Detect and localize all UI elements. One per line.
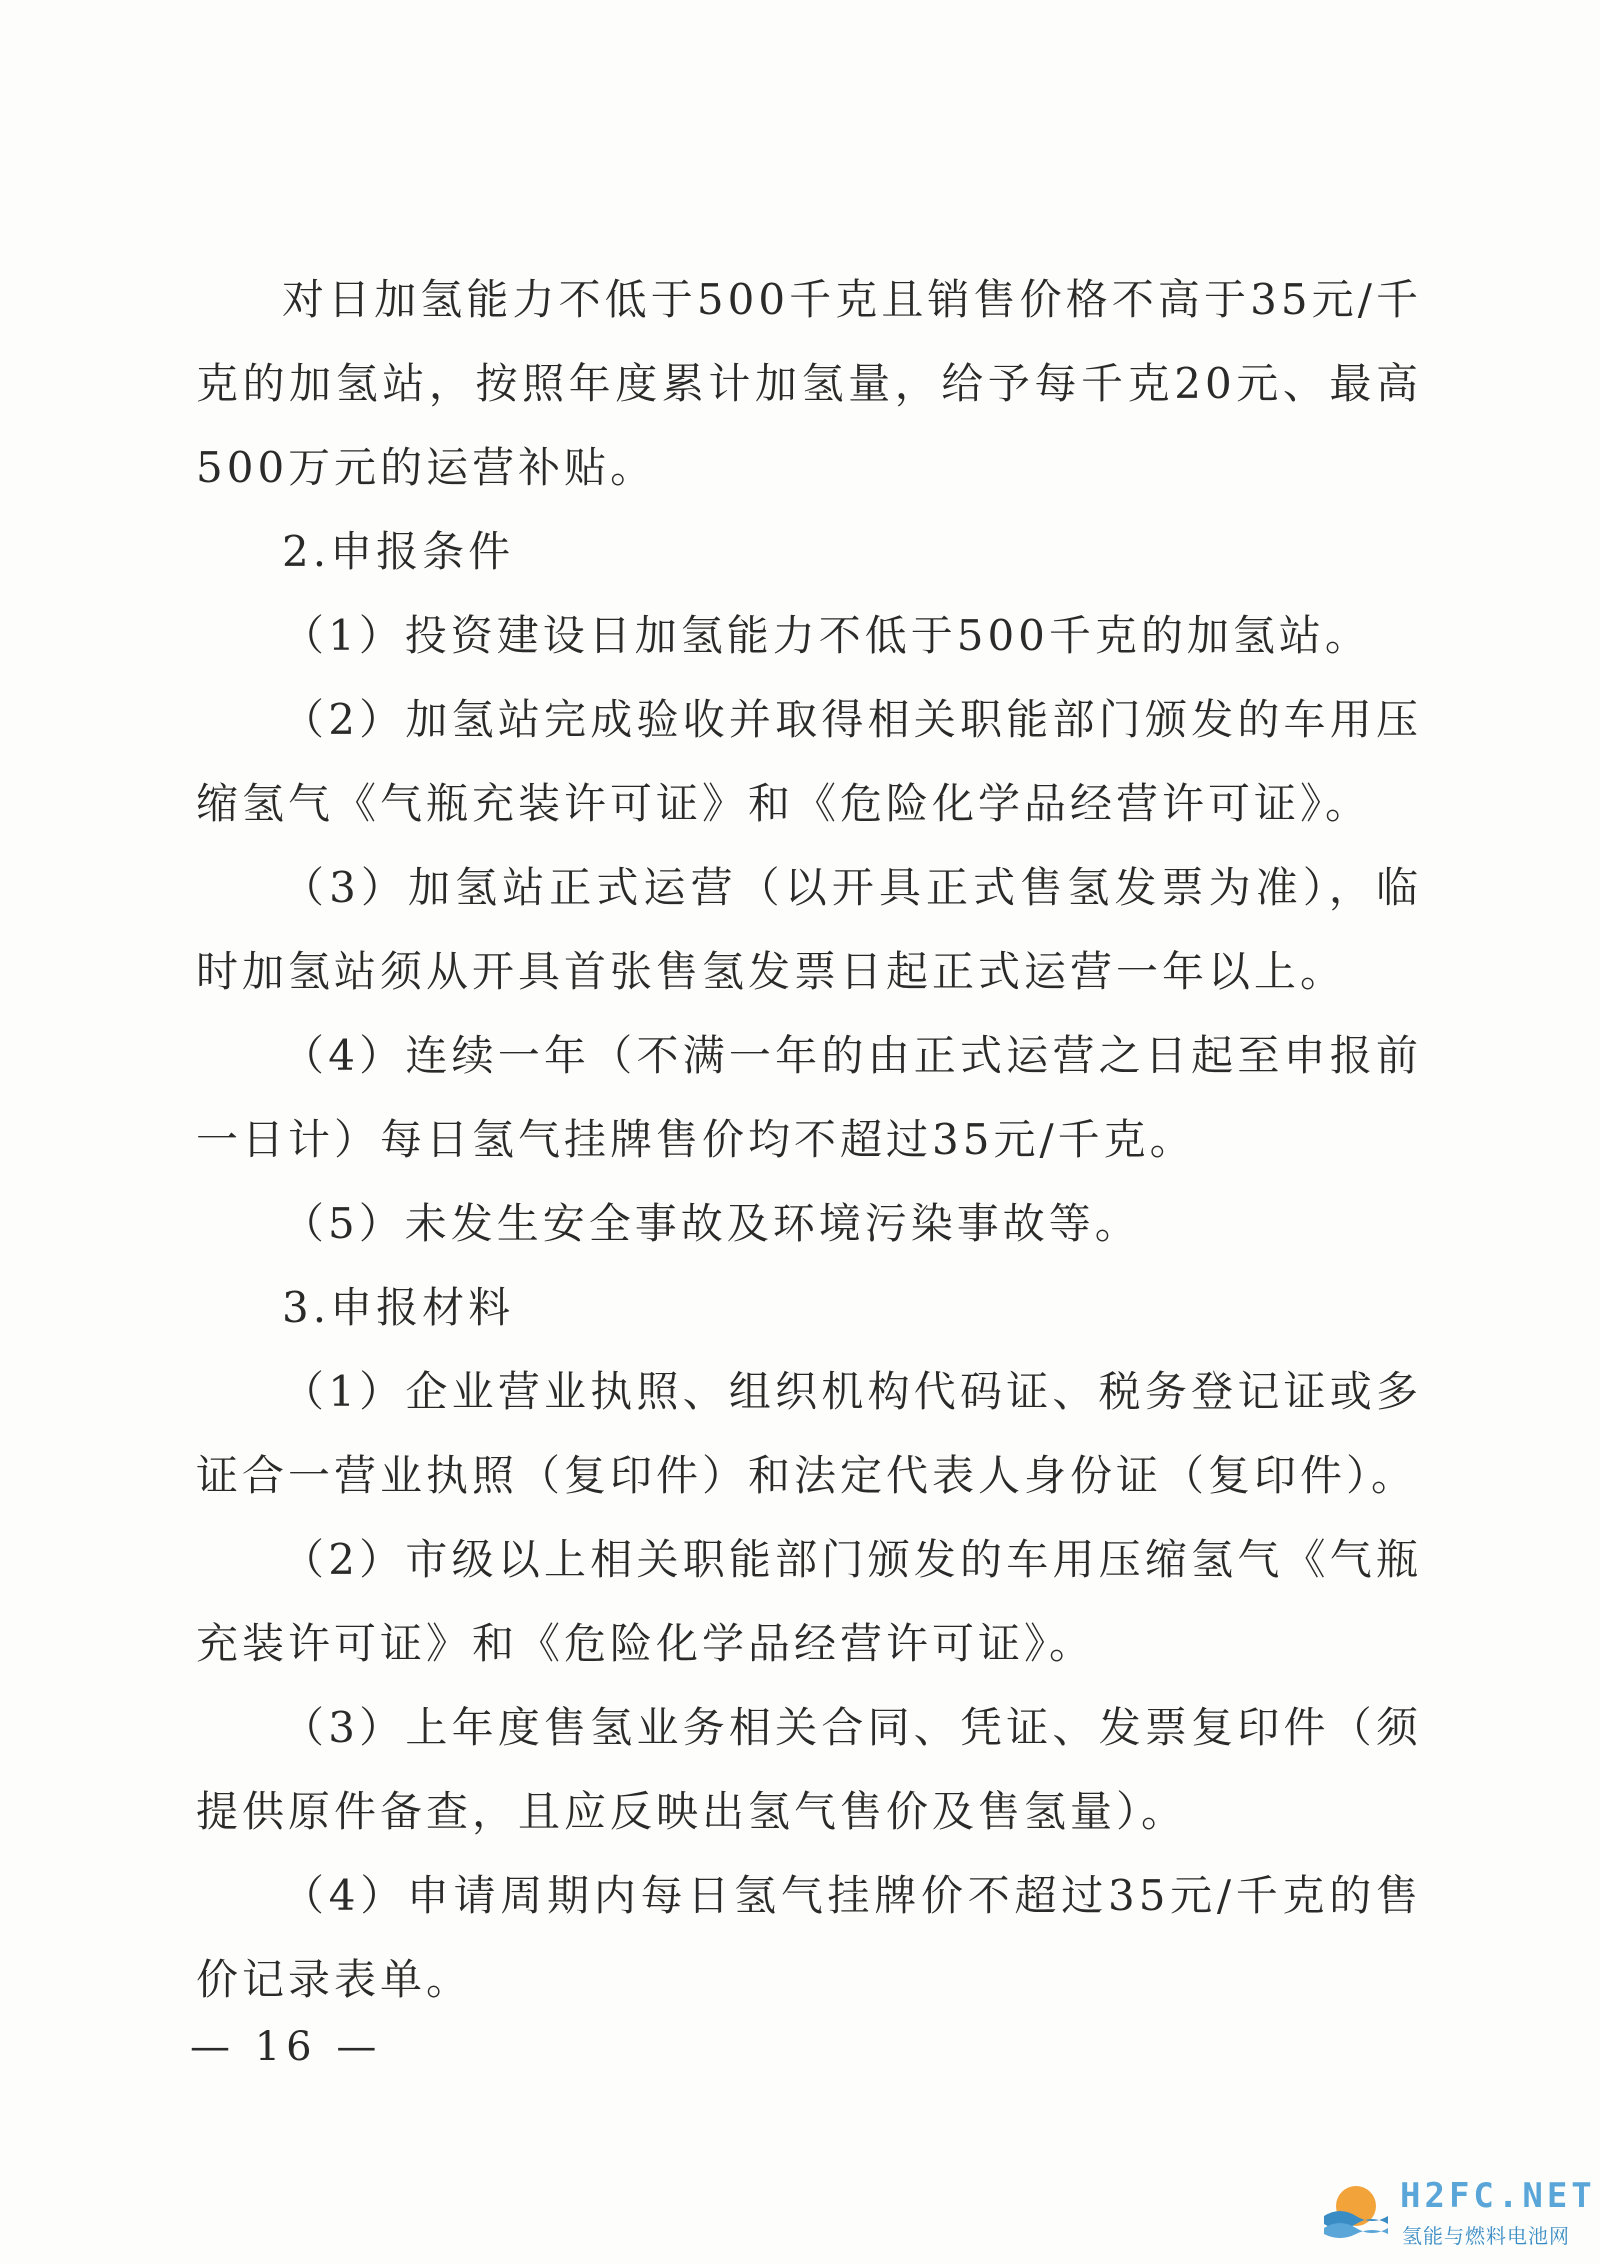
material-item-4: （4）申请周期内每日氢气挂牌价不超过35元/千克的售价记录表单。 [196, 1871, 1422, 2004]
section-heading-materials: 3.申报材料 [282, 1283, 515, 1332]
condition-item-2: （2）加氢站完成验收并取得相关职能部门颁发的车用压缩氢气《气瓶充装许可证》和《危险化学品经营许可证》。 [196, 695, 1422, 828]
watermark-subtitle: 氢能与燃料电池网 [1402, 2224, 1570, 2248]
document-body [196, 258, 1422, 2022]
site-watermark [1320, 2172, 1596, 2252]
material-item-2: （2）市级以上相关职能部门颁发的车用压缩氢气《气瓶充装许可证》和《危险化学品经营许可证》。 [196, 1535, 1422, 1668]
section-heading-conditions: 2.申报条件 [282, 527, 515, 576]
material-item-1: （1）企业营业执照、组织机构代码证、税务登记证或多证合一营业执照（复印件）和法定代表人身份证（复印件）。 [196, 1367, 1422, 1500]
h2fc-logo-icon [1320, 2176, 1392, 2248]
paragraph-subsidy-intro: 对日加氢能力不低于500千克且销售价格不高于35元/千克的加氢站，按照年度累计加氢量，给予每千克20元、最高500万元的运营补贴。 [196, 275, 1422, 492]
watermark-brand: H2FC.NET [1400, 2176, 1596, 2216]
condition-item-4: （4）连续一年（不满一年的由正式运营之日起至申报前一日计）每日氢气挂牌售价均不超过35元/千克。 [196, 1031, 1422, 1164]
page-number: — 16 — [190, 2024, 383, 2070]
condition-item-1: （1）投资建设日加氢能力不低于500千克的加氢站。 [282, 611, 1371, 660]
condition-item-5: （5）未发生安全事故及环境污染事故等。 [282, 1199, 1141, 1248]
condition-item-3: （3）加氢站正式运营（以开具正式售氢发票为准），临时加氢站须从开具首张售氢发票日起正式运营一年以上。 [196, 863, 1422, 996]
material-item-3: （3）上年度售氢业务相关合同、凭证、发票复印件（须提供原件备查，且应反映出氢气售价及售氢量）。 [196, 1703, 1422, 1836]
